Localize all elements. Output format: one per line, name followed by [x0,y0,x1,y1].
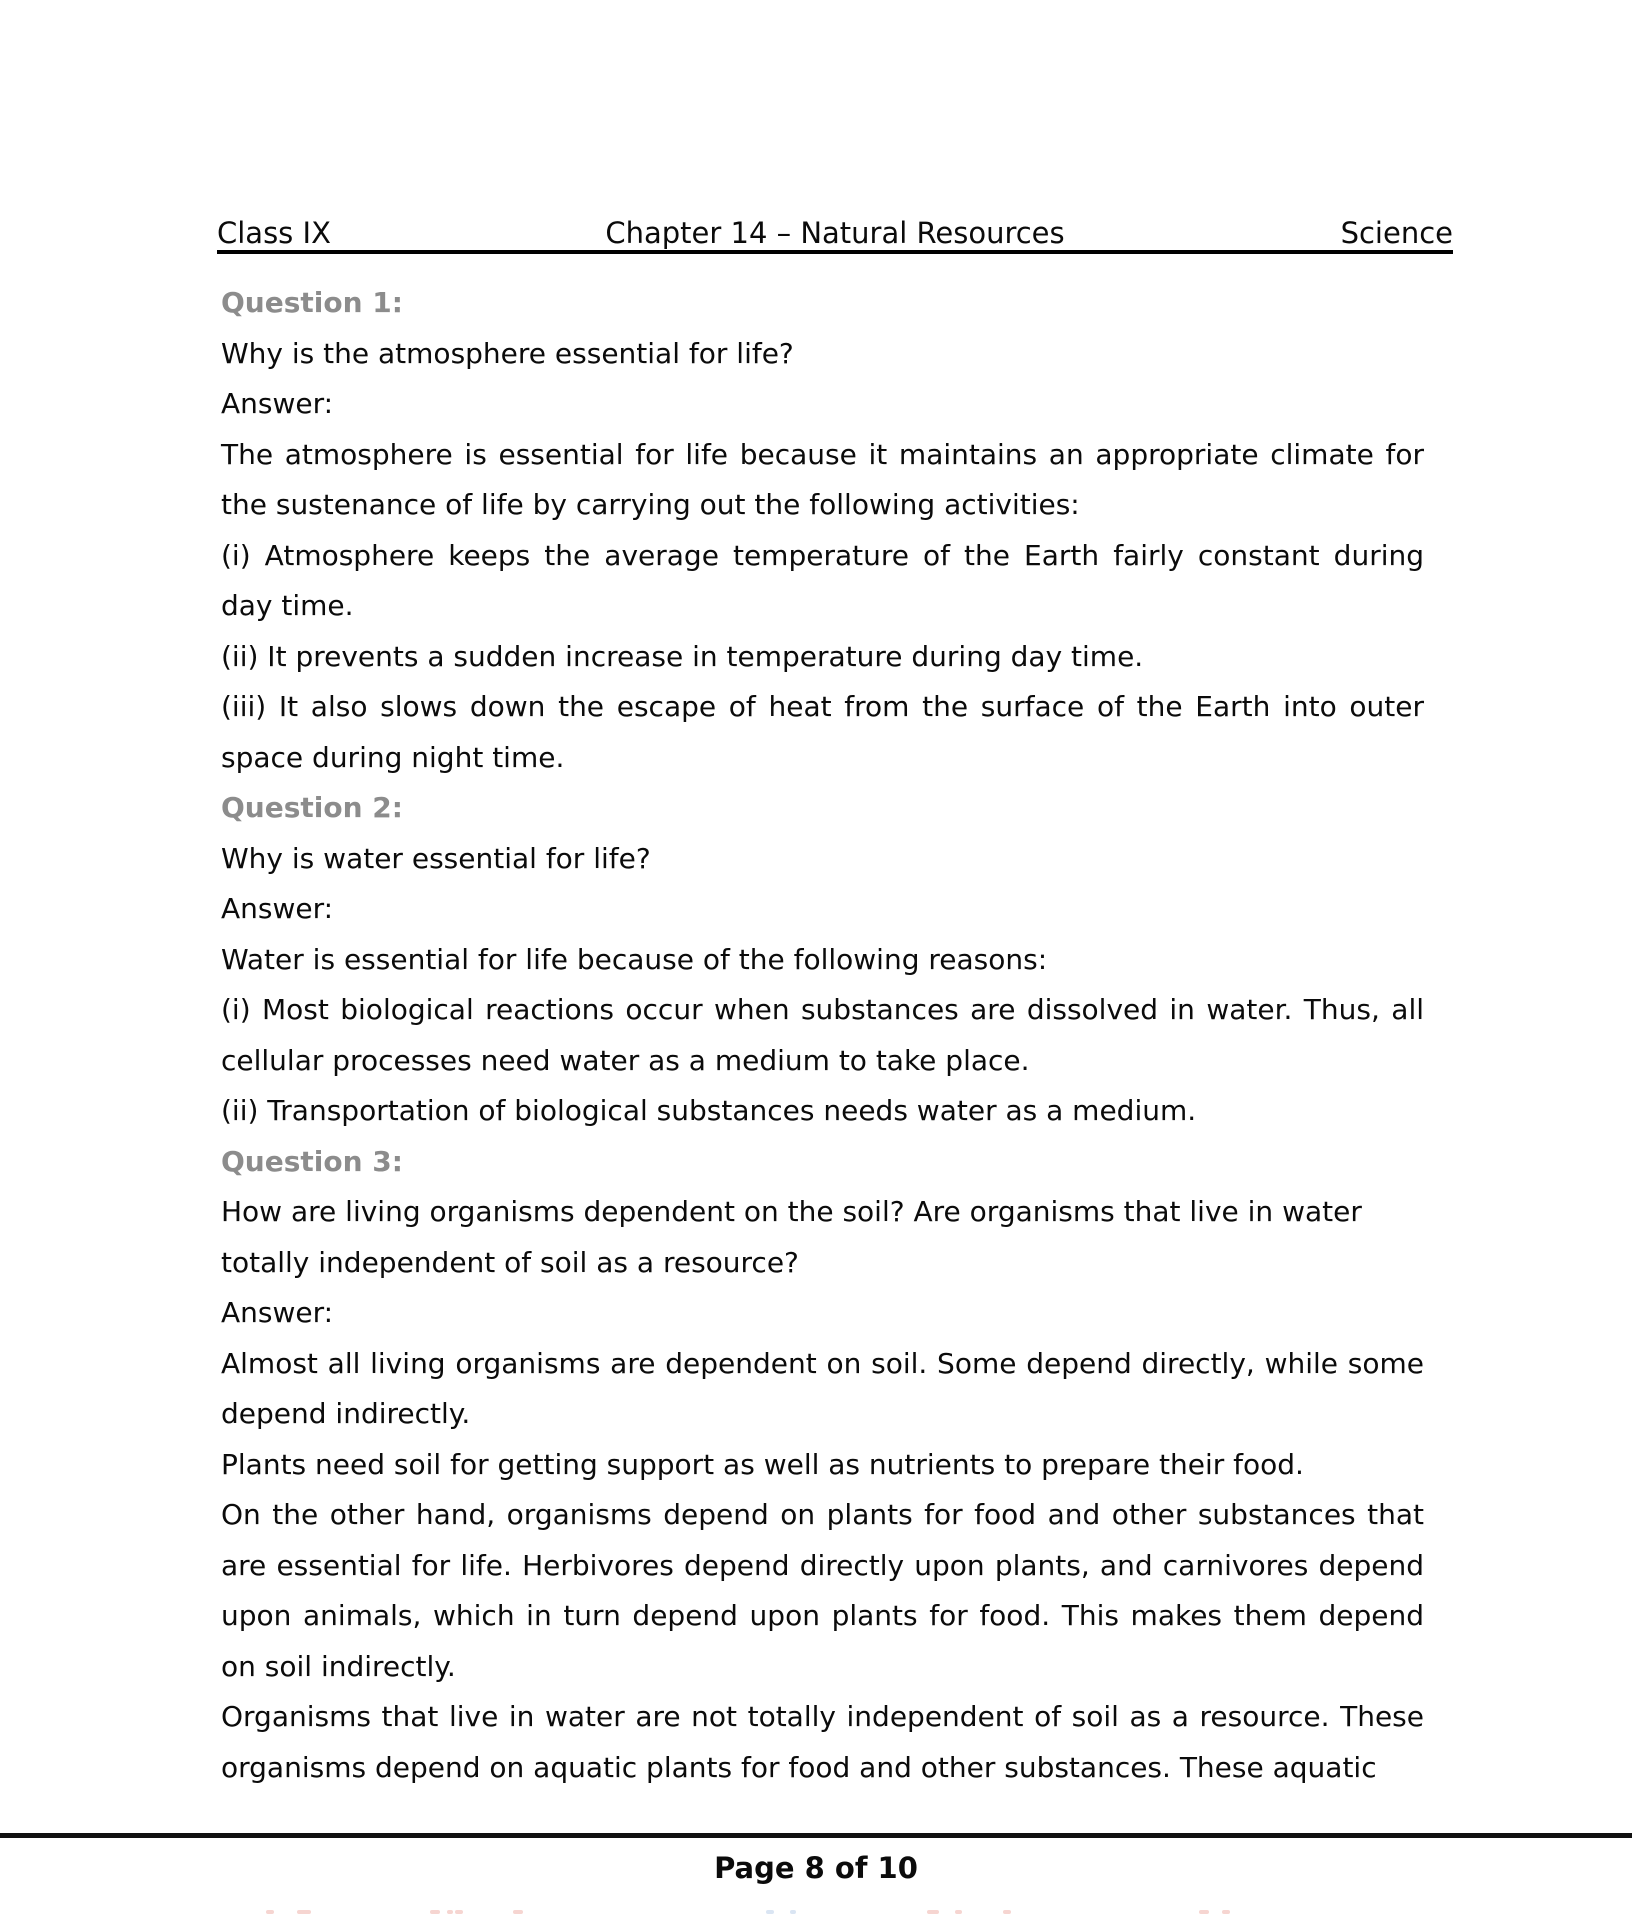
answer-paragraph: (i) Most biological reactions occur when substances are dissolved in water. Thus, all cellular processes need water as a medium to take place. [221,993,1424,1077]
question-1-answer-label: Answer: [221,387,334,420]
answer-paragraph: On the other hand, organisms depend on plants for food and other substances that are essential for life. Herbivores depend directly upon plants, and carnivores depend upon animals, which in turn depend upon plants for food. This makes them depend on soil indirectly. [221,1498,1424,1683]
answer-paragraph: (iii) It also slows down the escape of heat from the surface of the Earth into outer space during night time. [221,690,1424,774]
header-chapter-title: Chapter 14 – Natural Resources [605,216,1065,250]
page-number-label: Page 8 of 10 [714,1851,918,1885]
answer-paragraph: (ii) It prevents a sudden increase in temperature during day time. [221,639,1144,673]
question-3-text: How are living organisms dependent on the soil? Are organisms that live in water totally independent of soil as a resource? [221,1195,1362,1279]
document-body [221,278,1424,1793]
question-section-1 [221,278,1424,783]
question-2-label: Question 2: [221,791,403,824]
page-footer [0,1833,1632,1885]
answer-paragraph: (ii) Transportation of biological substances needs water as a medium. [221,1094,1197,1127]
question-2-text: Why is water essential for life? [221,841,651,875]
header-class-label: Class IX [217,216,331,250]
answer-paragraph: Plants need soil for getting support as well as nutrients to prepare their food. [221,1447,1304,1481]
question-1-label: Question 1: [221,286,403,319]
page-header [217,216,1453,254]
question-3-label: Question 3: [221,1144,403,1178]
question-section-3 [221,1137,1424,1794]
cutoff-watermark-fragment [0,1908,1632,1915]
answer-paragraph: Almost all living organisms are dependent on soil. Some depend directly, while some depend indirectly. [221,1346,1424,1430]
question-1-text: Why is the atmosphere essential for life? [221,336,794,370]
answer-paragraph: The atmosphere is essential for life because it maintains an appropriate climate for the sustenance of life by carrying out the following activities: [221,437,1424,521]
question-3-answer-label: Answer: [221,1296,334,1329]
question-section-2 [221,783,1424,1137]
answer-paragraph: (i) Atmosphere keeps the average temperature of the Earth fairly constant during day time. [221,538,1424,622]
question-2-answer-label: Answer: [221,892,334,925]
header-subject-label: Science [1340,216,1453,250]
answer-paragraph: Water is essential for life because of the following reasons: [221,942,1048,976]
answer-paragraph: Organisms that live in water are not totally independent of soil as a resource. These organisms depend on aquatic plants for food and other substances. These aquatic [221,1700,1424,1784]
